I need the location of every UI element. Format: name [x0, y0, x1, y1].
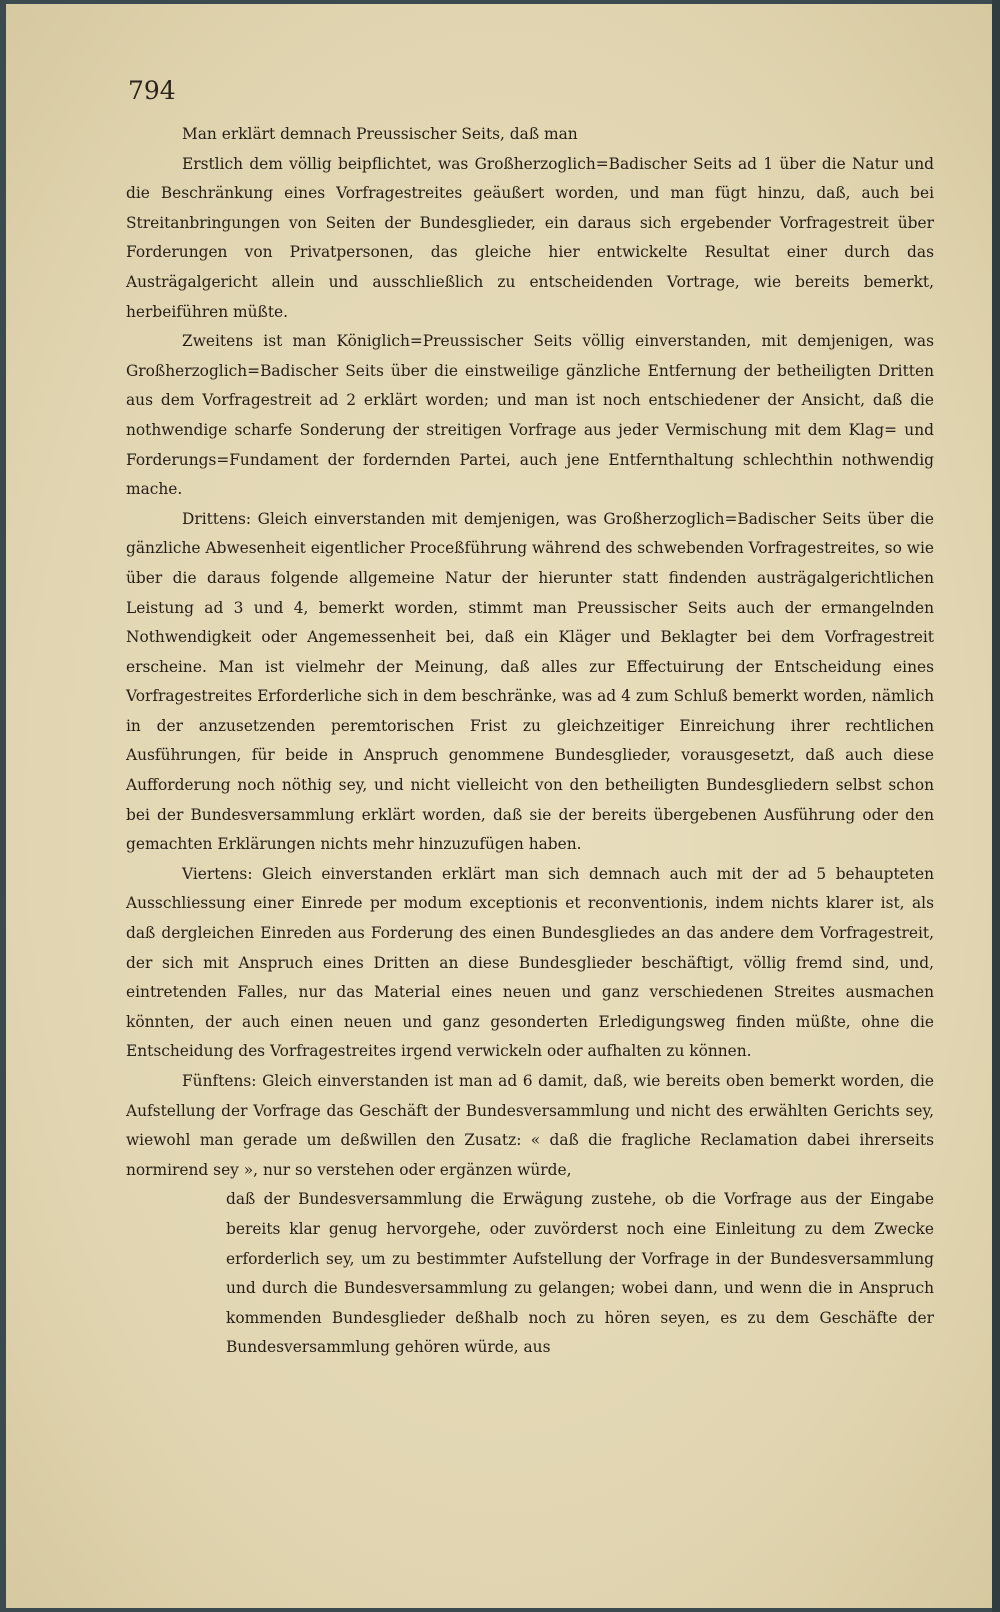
paragraph-indented-block: daß der Bundesversammlung die Erwägung zustehe, ob die Vorfrage aus der Eingabe bereits klar genug hervorgehe, oder zuvörderst noch eine Einleitung zu dem Zwecke erforderlich sey, um zu bestimmter Aufstellung der Vorfrage in der Bundesversammlung und durch die Bundesversammlung zu gelangen; wobei dann, und wenn die in Anspruch kommenden Bundesglieder deßhalb noch zu hören seyen, es zu dem Geschäfte der Bundesversammlung gehören würde, aus: [226, 1190, 934, 1357]
page-number: 794: [128, 76, 176, 105]
paragraph-zweitens: Zweitens ist man Königlich=Preussischer Seits völlig einverstanden, mit demjenigen, was Großherzoglich=Badischer Seits über die einstweilige gänzliche Entfernung der betheiligten Dritten aus dem Vorfragestreit ad 2 erklärt worden; und man ist noch entschiedener der Ansicht, daß die nothwendige scharfe Sonderung der streitigen Vorfrage aus jeder Vermischung mit dem Klag= und Forderungs=Fundament der fordernden Partei, auch jene Entfernthaltung schlechthin nothwendig mache.: [126, 332, 934, 499]
paragraph-fuenftens: Fünftens: Gleich einverstanden ist man ad 6 damit, daß, wie bereits oben bemerkt worden, die Aufstellung der Vorfrage das Geschäft der Bundesversammlung und nicht des erwählten Gerichts sey, wiewohl man gerade um deßwillen den Zusatz: « daß die fragliche Reclamation dabei ihrerseits normirend sey », nur so verstehen oder ergänzen würde,: [126, 1072, 934, 1179]
paragraph-drittens: Drittens: Gleich einverstanden mit demjenigen, was Großherzoglich=Badischer Seits über die gänzliche Abwesenheit eigentlicher Proceßführung während des schwebenden Vorfragestreites, so wie über die daraus folgende allgemeine Natur der hierunter statt findenden austrägalgerichtlichen Leistung ad 3 und 4, bemerkt worden, stimmt man Preussischer Seits auch der ermangelnden Nothwendigkeit oder Angemessenheit bei, daß ein Kläger und Beklagter bei dem Vorfragestreit erscheine. Man ist vielmehr der Meinung, daß alles zur Effectuirung der Entscheidung eines Vorfragestreites Erforderliche sich in dem beschränke, was ad 4 zum Schluß bemerkt worden, nämlich in der anzusetzenden peremtorischen Frist zu gleichzeitiger Einreichung ihrer rechtlichen Ausführungen, für beide in Anspruch genommene Bundesglieder, vorausgesetzt, daß auch diese Aufforderung noch nöthig sey, und nicht vielleicht von den betheiligten Bundesgliedern selbst schon bei der Bundesversammlung erklärt worden, daß sie der bereits übergebenen Ausführung oder den gemachten Erklärungen nichts mehr hinzuzufügen haben.: [126, 509, 934, 854]
paragraph-viertens: Viertens: Gleich einverstanden erklärt man sich demnach auch mit der ad 5 behaupteten Ausschliessung einer Einrede per modum exceptionis et reconventionis, indem nichts klarer ist, als daß dergleichen Einreden aus Forderung des einen Bundesgliedes an das andere dem Vorfragestreit, der sich mit Anspruch eines Dritten an diese Bundesglieder beschäftigt, völlig fremd sind, und, eintretenden Falles, nur das Material eines neuen und ganz verschiedenen Streites ausmachen könnten, der auch einen neuen und ganz gesonderten Erledigungsweg finden müßte, ohne die Entscheidung des Vorfragestreites irgend verwickeln oder aufhalten zu können.: [126, 864, 934, 1061]
paragraph-intro: Man erklärt demnach Preussischer Seits, daß man: [182, 125, 578, 143]
paragraph-erstlich: Erstlich dem völlig beipflichtet, was Großherzoglich=Badischer Seits ad 1 über die Natur und die Beschränkung eines Vorfragestreites geäußert worden, und man fügt hinzu, daß, auch bei Streitanbringungen von Seiten der Bundesglieder, ein daraus sich ergebender Vorfragestreit über Forderungen von Privatpersonen, das gleiche hier entwickelte Resultat einer durch das Austrägalgericht allein und ausschließlich zu entscheidenden Vortrage, wie bereits bemerkt, herbeiführen müßte.: [126, 154, 934, 321]
body-text: [126, 120, 934, 1363]
document-page: [6, 4, 992, 1608]
scan-edge: [992, 0, 1000, 1612]
